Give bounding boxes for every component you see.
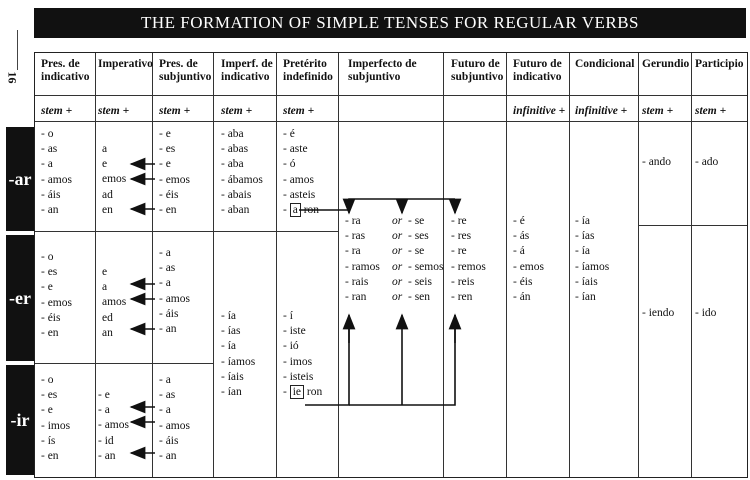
preterito-erir-stem-box: ie	[290, 385, 304, 399]
stem-label: stem +	[98, 105, 130, 117]
header-condicional: Condicional	[575, 58, 635, 70]
header-gerundio: Gerundio	[642, 58, 690, 70]
stem-label: stem +	[695, 105, 727, 117]
participio-erir: - ido	[695, 307, 717, 319]
gerundio-ar: - ando	[642, 156, 672, 168]
preterito-erir: - í - iste - ió - imos - isteis	[283, 310, 314, 383]
stem-label: stem +	[159, 105, 191, 117]
stem-label: infinitive +	[575, 105, 628, 117]
stem-label: infinitive +	[513, 105, 566, 117]
header-imperf-ind: Imperf. de indicativo	[221, 58, 273, 83]
preterito-erir-last: - ie ron	[283, 386, 323, 398]
header-imperf-subj: Imperfecto de subjuntivo	[348, 58, 417, 83]
stem-label: stem +	[41, 105, 73, 117]
connector-line	[299, 199, 455, 210]
imperativo-ir: - e - a - amos - id - an	[98, 389, 129, 462]
stem-label: stem +	[283, 105, 315, 117]
title-banner	[34, 8, 746, 38]
preterito-ar-stem-box: a	[290, 203, 301, 217]
connector-line	[305, 327, 349, 405]
title: THE FORMATION OF SIMPLE TENSES FOR REGULAR VERBS	[140, 13, 640, 32]
imperativo-ar: a e emos ad en	[102, 143, 127, 216]
preterito-ar-last: - a ron	[283, 204, 320, 216]
pres-subj-ir: - a - as - a - amos - áis - an	[159, 374, 190, 463]
header-participio: Participio	[695, 58, 744, 70]
preterito-ar: - é - aste - ó - amos - asteis	[283, 128, 316, 201]
gerundio-erir: - iendo	[642, 307, 675, 319]
header-fut-ind: Futuro de indicativo	[513, 58, 562, 83]
pres-ind-ir: - o - es - e - imos - ís - en	[41, 374, 71, 463]
header-pres-ind: Pres. de indicativo	[41, 58, 90, 83]
fut-subj: - re - res - re - remos - reis - ren	[451, 215, 486, 304]
imperativo-er: e a amos ed an	[102, 266, 127, 339]
imperf-ind-erir: - ía - ías - ía - íamos - íais - ían	[221, 310, 256, 399]
preterito-erir-end: ron	[306, 386, 323, 398]
group-label-ar: -ar	[6, 127, 34, 231]
imperf-subj-or: or or or or or or	[392, 215, 403, 304]
pres-ind-er: - o - es - e - emos - éis - en	[41, 251, 72, 340]
pres-subj-ar: - e - es - e - emos - éis - en	[159, 128, 190, 217]
header-imperativo: Imperativo	[98, 58, 153, 70]
condicional: - ía - ías - ía - íamos - íais - ían	[575, 215, 610, 304]
pres-ind-ar: - o - as - a - amos - áis - an	[41, 128, 72, 217]
stem-label: stem +	[642, 105, 674, 117]
header-fut-subj: Futuro de subjuntivo	[451, 58, 504, 83]
conjugation-table	[34, 52, 748, 478]
arrows-layer	[35, 53, 747, 477]
page-number: 16	[5, 71, 20, 84]
margin-rule	[17, 30, 18, 70]
imperf-subj-se: - se - ses - se - semos - seis - sen	[408, 215, 444, 304]
imperf-subj-ra: - ra - ras - ra - ramos - rais - ran	[345, 215, 380, 304]
imperf-ind-ar: - aba - abas - aba - ábamos - abais - aban	[221, 128, 263, 217]
preterito-ar-end: ron	[303, 204, 320, 216]
stem-label: stem +	[221, 105, 253, 117]
group-label-er: -er	[6, 235, 34, 361]
header-preterito: Pretérito indefinido	[283, 58, 333, 83]
header-pres-subj: Pres. de subjuntivo	[159, 58, 212, 83]
participio-ar: - ado	[695, 156, 719, 168]
group-label-ir: -ir	[6, 365, 34, 475]
pres-subj-er: - a - as - a - amos - áis - an	[159, 247, 190, 336]
fut-ind: - é - ás - á - emos - éis - án	[513, 215, 544, 304]
